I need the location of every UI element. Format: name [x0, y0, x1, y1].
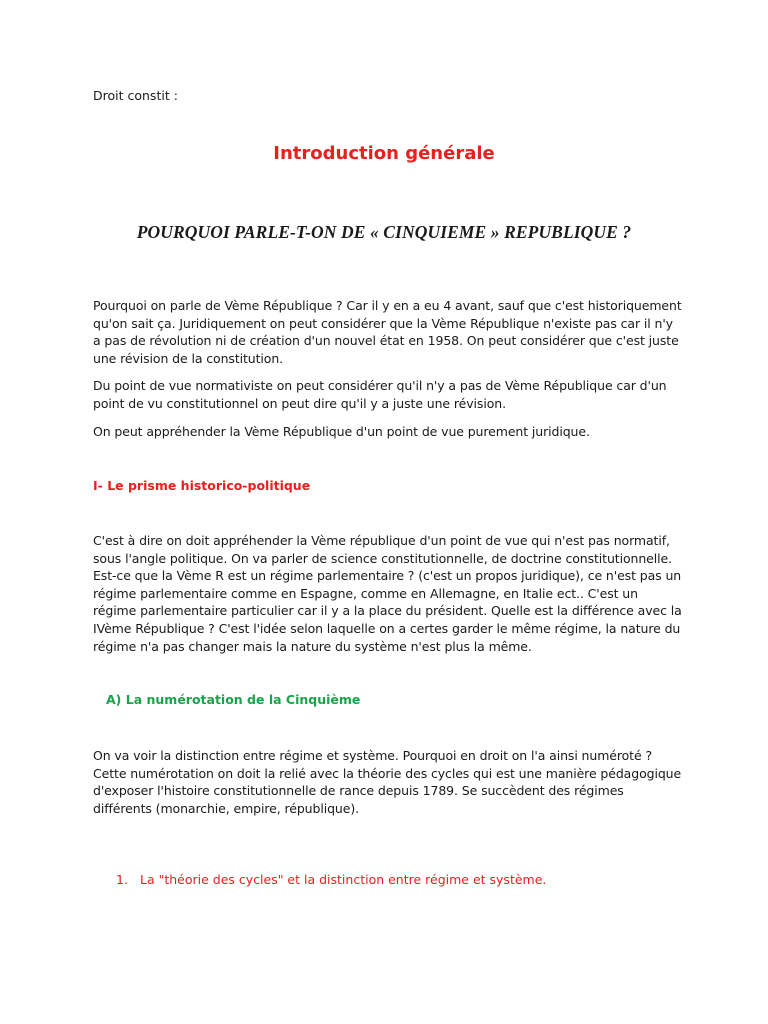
numbered-item-1: [116, 872, 546, 887]
document-label: Droit constit :: [93, 88, 178, 103]
paragraph-section-1: C'est à dire on doit appréhender la Vème république d'un point de vue qui n'est pas normatif, sous l'angle politique. On va parler de science constitutionnelle, de doctrine constitutionnelle. Est-ce que la Vème R est un régime parlementaire ? (c'est un propos juridique), ce n'est pas un régime parlementaire comme en Espagne, comme en Allemagne, en Italie ect.. C'est un régime parlementaire particulier car il y a la place du président. Quelle est la différence avec la IVème République ? C'est l'idée selon laquelle on a certes garder le même régime, la nature du régime n'a pas changer mais la nature du système n'est plus la même.: [93, 533, 682, 654]
numbered-item-number: 1.: [116, 872, 128, 887]
section-heading-1: I- Le prisme historico-politique: [93, 478, 311, 493]
document-title: Introduction générale: [273, 143, 495, 164]
paragraph-intro-2: Du point de vue normativiste on peut considérer qu'il n'y a pas de Vème République car d'un point de vu constitutionnel on peut dire qu'il y a juste une révision.: [93, 378, 667, 411]
paragraph-intro-1: Pourquoi on parle de Vème République ? Car il y en a eu 4 avant, sauf que c'est historiquement qu'on sait ça. Juridiquement on peut considérer que la Vème République n'existe pas car il n'y a pas de révolution ni de création d'un nouvel état en 1958. On peut considérer que c'est juste une révision de la constitution.: [93, 298, 682, 366]
subsection-heading-a: A) La numérotation de la Cinquième: [106, 692, 361, 707]
paragraph-subsection-a: On va voir la distinction entre régime et système. Pourquoi en droit on l'a ainsi numéroté ? Cette numérotation on doit la relié avec la théorie des cycles qui est une manière pédagogique d'exposer l'histoire constitutionnelle de rance depuis 1789. Se succèdent des régimes différents (monarchie, empire, république).: [93, 748, 682, 816]
paragraph-intro-3: On peut appréhender la Vème République d'un point de vue purement juridique.: [93, 424, 590, 439]
numbered-item-text: La "théorie des cycles" et la distinction entre régime et système.: [140, 872, 547, 887]
document-subtitle: POURQUOI PARLE-T-ON DE « CINQUIEME » REPUBLIQUE ?: [136, 222, 632, 242]
